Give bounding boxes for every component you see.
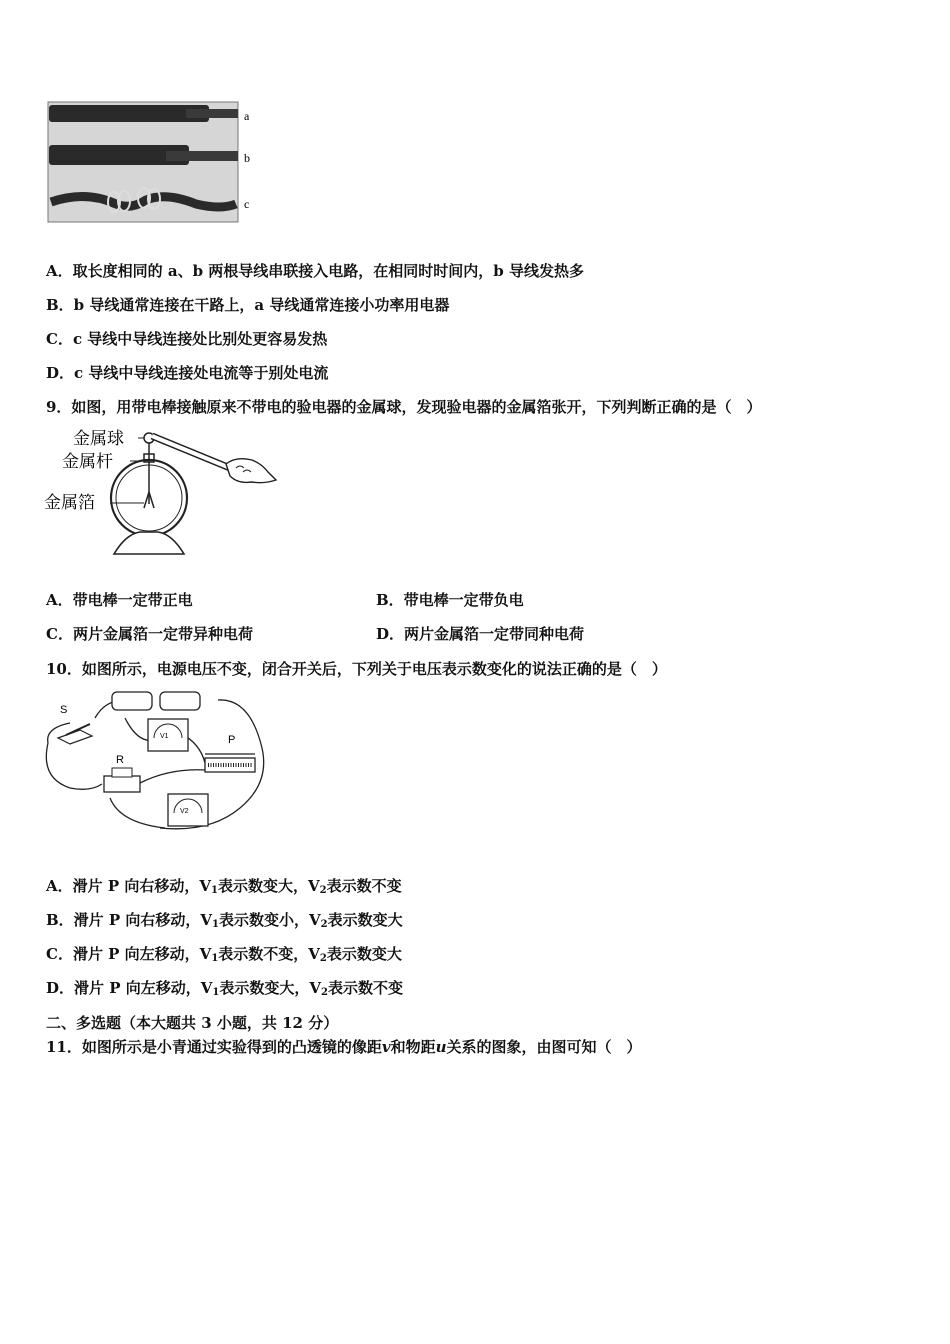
q8-option-a: A．取长度相同的 a、b 两根导线串联接入电路，在相同时时间内，b 导线发热多 <box>46 262 585 280</box>
q11-var-v: v <box>381 1038 391 1056</box>
label-switch-s: S <box>60 704 68 716</box>
wires-photo <box>46 100 261 225</box>
q10-c-sub1: 1 <box>211 953 219 964</box>
q8-option-b: B．b 导线通常连接在干路上，a 导线通常连接小功率用电器 <box>46 296 450 314</box>
q10-d-sub2: 2 <box>320 987 328 998</box>
q10-c-pre: C．滑片 P 向左移动，V <box>46 945 212 963</box>
q9-stem: 9．如图，用带电棒接触原来不带电的验电器的金属球，发现验电器的金属箔张开，下列判断正确的是（ ） <box>46 398 762 416</box>
label-v1: V1 <box>160 733 169 740</box>
wire-label-a: a <box>244 109 250 123</box>
q10-c-post: 表示数变大 <box>326 945 402 963</box>
q10-b-post: 表示数变大 <box>327 911 403 929</box>
q8-option-c: C．c 导线中导线连接处比别处更容易发热 <box>46 330 328 348</box>
q10-d-sub1: 1 <box>212 987 220 998</box>
q10-b-sub1: 1 <box>212 919 220 930</box>
q8-option-d: D．c 导线中导线连接处电流等于别处电流 <box>46 364 329 382</box>
label-slider-p: P <box>228 734 236 746</box>
q10-d-mid: 表示数变大，V <box>219 979 321 997</box>
label-metal-ball: 金属球 <box>73 429 124 448</box>
q10-option-b <box>46 910 403 935</box>
q10-option-d <box>46 978 403 1003</box>
label-metal-rod: 金属杆 <box>62 452 113 471</box>
q11-pre: 11．如图所示是小青通过实验得到的凸透镜的像距 <box>46 1038 382 1056</box>
q10-a-sub1: 1 <box>211 885 218 896</box>
q9-option-b: B．带电棒一定带负电 <box>376 591 524 609</box>
q11-mid: 和物距 <box>390 1038 436 1056</box>
electroscope-figure <box>40 424 280 559</box>
circuit-figure <box>40 688 280 838</box>
wire-label-c: c <box>244 197 250 211</box>
wire-label-b: b <box>244 151 250 165</box>
section-2-heading: 二、多选题（本大题共 3 小题，共 12 分） <box>46 1014 339 1032</box>
q10-a-sub2: 2 <box>319 885 327 896</box>
label-metal-foil: 金属箔 <box>44 493 95 512</box>
q11-var-u: u <box>435 1038 447 1056</box>
q10-d-post: 表示数不变 <box>327 979 403 997</box>
q9-option-c: C．两片金属箔一定带异种电荷 <box>46 625 253 643</box>
q10-option-c <box>46 944 402 969</box>
label-resistor-r: R <box>116 754 124 766</box>
q10-c-mid: 表示数不变，V <box>218 945 320 963</box>
q10-b-pre: B．滑片 P 向右移动，V <box>46 911 213 929</box>
q10-c-sub2: 2 <box>319 953 327 964</box>
q10-option-a <box>46 876 402 901</box>
q11-post: 关系的图象，由图可知（ ） <box>446 1038 642 1056</box>
q10-b-sub2: 2 <box>320 919 328 930</box>
q9-option-d: D．两片金属箔一定带同种电荷 <box>376 625 585 643</box>
q10-a-post: 表示数不变 <box>326 877 402 895</box>
q9-option-a: A．带电棒一定带正电 <box>46 591 193 609</box>
q10-a-pre: A．滑片 P 向右移动，V <box>46 877 212 895</box>
label-v2: V2 <box>180 808 189 815</box>
q10-stem: 10．如图所示，电源电压不变，闭合开关后，下列关于电压表示数变化的说法正确的是（ ） <box>46 660 667 678</box>
q10-d-pre: D．滑片 P 向左移动，V <box>46 979 213 997</box>
q10-b-mid: 表示数变小，V <box>219 911 321 929</box>
q11-stem <box>46 1037 642 1057</box>
q10-a-mid: 表示数变大，V <box>217 877 320 895</box>
